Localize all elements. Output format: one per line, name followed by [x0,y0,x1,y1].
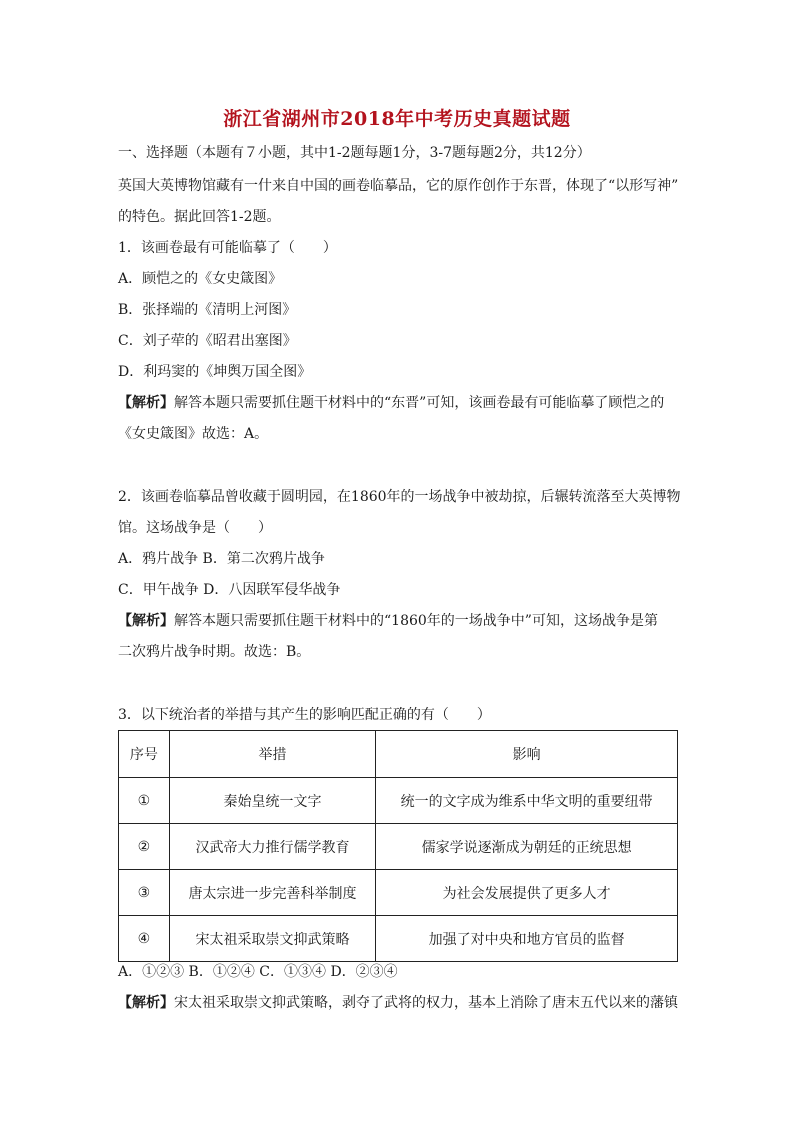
cell-impact: 为社会发展提供了更多人才 [376,870,678,916]
cell-measure: 汉武帝大力推行儒学教育 [169,824,376,870]
q1-stem: 1．该画卷最有可能临摹了（ ） [118,240,337,256]
analysis-tag: 【解析】 [118,613,174,629]
table-row [119,824,678,870]
header-number: 序号 [119,731,170,778]
intro-line-2: 的特色。据此回答1-2题。 [118,209,281,225]
analysis-text: 解答本题只需要抓住题干材料中的“1860年的一场战争中”可知，这场战争是第 [174,613,658,629]
q1-option-c: C．刘子荦的《昭君出塞图》 [118,333,297,349]
q2-options-ab: A．鸦片战争 B．第二次鸦片战争 [118,551,325,567]
cell-impact: 统一的文字成为维系中华文明的重要纽带 [376,778,678,824]
cell-impact: 儒家学说逐渐成为朝廷的正统思想 [376,824,678,870]
cell-number: ① [119,778,170,824]
analysis-text: 宋太祖采取崇文抑武策略，剥夺了武将的权力，基本上消除了唐末五代以来的藩镇 [174,995,678,1011]
q1-analysis-line-1 [118,393,664,413]
q2-options-cd: C．甲午战争 D．八因联军侵华战争 [118,582,341,598]
table-header-row [119,731,678,778]
q2-analysis-line-2: 二次鸦片战争时期。故选：B。 [118,644,311,660]
q3-options: A．①②③ B．①②④ C．①③④ D．②③④ [118,964,398,980]
page-title: 浙江省湖州市2018年中考历史真题试题 [223,108,571,130]
q3-table [118,730,678,962]
intro-line-1: 英国大英博物馆藏有一什来自中国的画卷临摹品，它的原作创作于东晋，体现了“以形写神” [118,178,679,194]
cell-measure: 宋太祖采取崇文抑武策略 [169,916,376,962]
q3-analysis-line-1 [118,993,678,1013]
table-row [119,870,678,916]
header-impact: 影响 [376,731,678,778]
q2-stem-line-2: 馆。这场战争是（ ） [118,520,272,536]
cell-number: ③ [119,870,170,916]
q1-option-a: A．顾恺之的《女史箴图》 [118,271,283,287]
cell-impact: 加强了对中央和地方官员的监督 [376,916,678,962]
table-row [119,916,678,962]
cell-number: ④ [119,916,170,962]
q1-analysis-line-2: 《女史箴图》故选：A。 [118,426,269,442]
header-measure: 举措 [169,731,376,778]
section-heading: 一、选择题（本题有７小题，其中1-2题每题1分，3-7题每题2分，共12分） [118,145,591,161]
analysis-text: 解答本题只需要抓住题干材料中的“东晋”可知，该画卷最有可能临摹了顾恺之的 [174,395,665,411]
q2-stem-line-1: 2．该画卷临摹品曾收藏于圆明园，在1860年的一场战争中被劫掠，后辗转流落至大英博物 [118,489,681,505]
analysis-tag: 【解析】 [118,395,174,411]
table-row [119,778,678,824]
q1-option-d: D．利玛窦的《坤舆万国全图》 [118,364,312,380]
q2-analysis-line-1 [118,611,658,631]
cell-number: ② [119,824,170,870]
cell-measure: 秦始皇统一文字 [169,778,376,824]
analysis-tag: 【解析】 [118,995,174,1011]
cell-measure: 唐太宗进一步完善科举制度 [169,870,376,916]
q3-stem: 3．以下统治者的举措与其产生的影响匹配正确的有（ ） [118,707,491,723]
q1-option-b: B．张择端的《清明上河图》 [118,302,297,318]
